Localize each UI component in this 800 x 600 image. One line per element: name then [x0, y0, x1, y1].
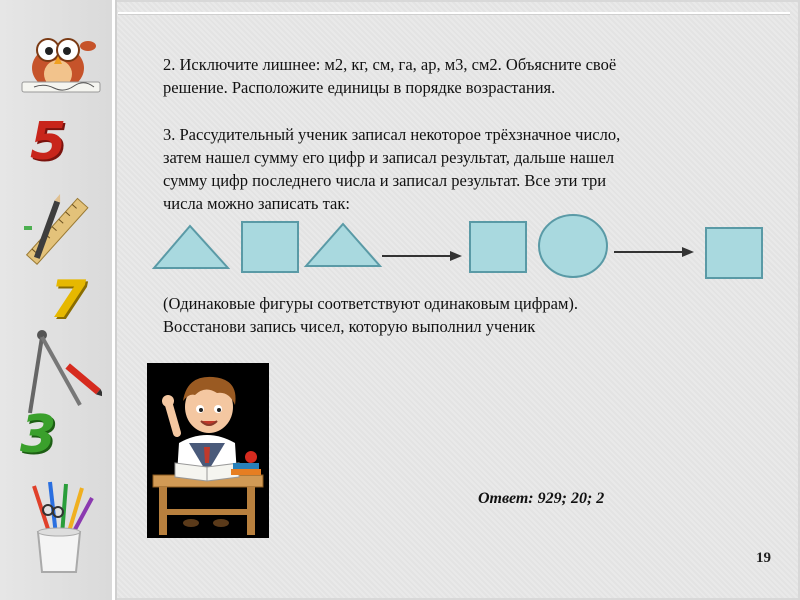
ruler-pencil-icon	[18, 190, 98, 275]
digit-3-icon: 3	[20, 405, 57, 465]
square-shape-3	[706, 228, 762, 278]
arrow-2	[614, 247, 694, 257]
triangle-shape-1	[154, 226, 228, 268]
task-3-note: (Одинаковые фигуры соответствуют одинаковым цифрам). Восстанови запись чисел, которую выполнил ученик	[163, 294, 579, 336]
schoolboy-illustration	[147, 363, 269, 538]
square-shape-1	[242, 222, 298, 272]
shape-sequence	[150, 212, 770, 292]
owl-icon	[14, 24, 106, 96]
arrow-1	[382, 251, 462, 261]
digit-7-icon: 7	[50, 270, 87, 330]
circle-shape	[539, 215, 607, 277]
top-divider	[118, 12, 790, 14]
triangle-shape-2	[306, 224, 380, 266]
digit-5-icon: 5	[30, 112, 67, 172]
task-2-text: 2. Исключите лишнее: м2, кг, см, га, ар, м3, см2. Объясните своё решение. Расположите единицы в порядке возрастания.	[163, 55, 617, 97]
square-shape-2	[470, 222, 526, 272]
task-3-text: 3. Рассудительный ученик записал некоторое трёхзначное число, затем нашел сумму его цифр и записал результат, дальше нашел сумму цифр последнего числа и записал результат. Все эти три числа можно записать так:	[163, 125, 621, 213]
answer-text: Ответ: 929; 20; 2	[478, 490, 605, 507]
pencil-cup-icon	[20, 480, 100, 575]
slide-number: 19	[756, 550, 771, 566]
decorative-sidebar	[0, 0, 115, 600]
